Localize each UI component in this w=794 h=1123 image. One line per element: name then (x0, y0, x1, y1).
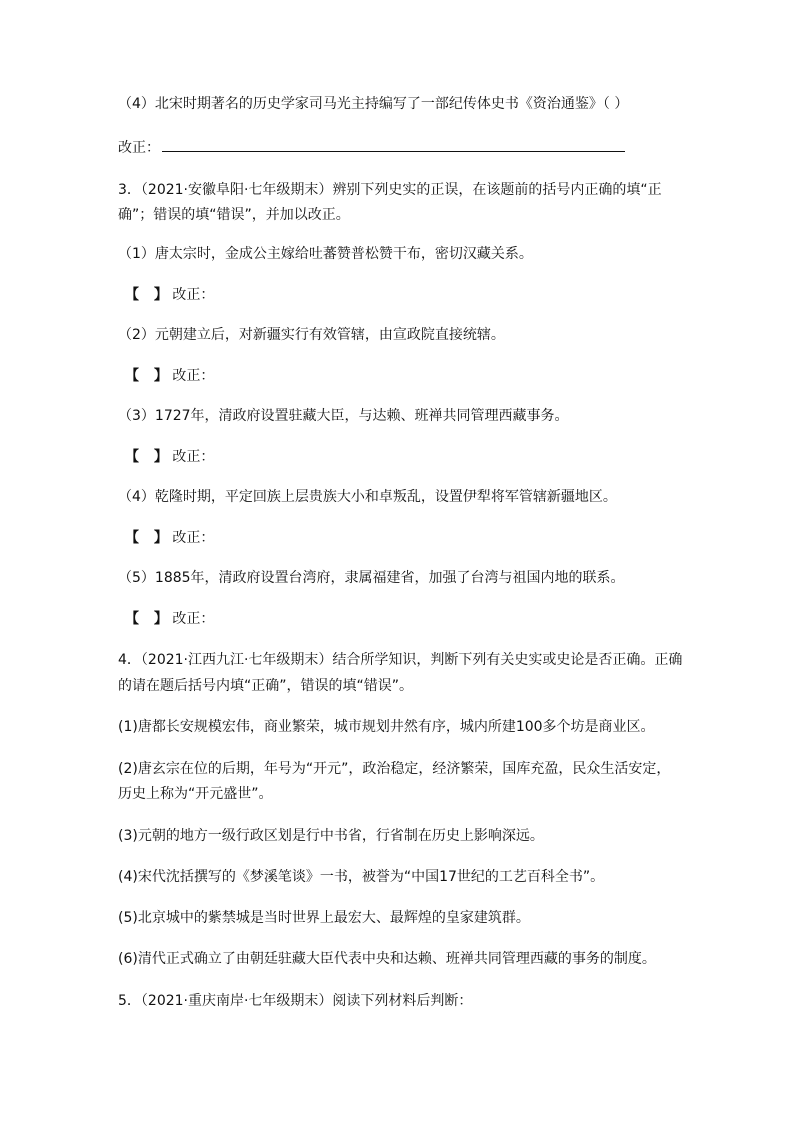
q5-stem: 5．（2021·重庆南岸·七年级期末）阅读下列材料后判断： (118, 993, 473, 1009)
q4-item-4: (4)宋代沈括撰写的《梦溪笔谈》一书，被誉为“中国17世纪的工艺百科全书”。 (118, 869, 605, 885)
q4-item-5: (5)北京城中的紫禁城是当时世界上最宏大、最辉煌的皇家建筑群。 (118, 910, 530, 926)
bracket-open: 【 (125, 449, 139, 465)
q4-item-2: (2)唐玄宗在位的后期，年号为“开元”，政治稳定，经济繁荣，国库充盈，民众生活安定， (118, 761, 671, 777)
q2-item-4: （4）北宋时期著名的历史学家司马光主持编写了一部纪传体史书《资治通鉴》（ ） (118, 96, 629, 112)
answer-label: 改正： (172, 287, 215, 303)
bracket-close: 】 (153, 287, 168, 303)
bracket-close: 】 (153, 530, 168, 546)
bracket-close: 】 (153, 611, 168, 627)
q3-answer-row-4[interactable] (125, 528, 214, 548)
bracket-close: 】 (153, 368, 168, 384)
q3-item-2: （2）元朝建立后，对新疆实行有效管辖，由宣政院直接统辖。 (118, 327, 505, 343)
correction-label: 改正： (118, 140, 160, 156)
q4-item-2-cont: 历史上称为“开元盛世”。 (118, 786, 273, 802)
q4-stem-line-2: 的请在题后括号内填“正确”，错误的填“错误”。 (118, 678, 414, 694)
bracket-close: 】 (153, 449, 168, 465)
q3-answer-row-3[interactable] (125, 447, 214, 467)
answer-label: 改正： (172, 530, 215, 546)
q3-answer-row-1[interactable] (125, 285, 214, 305)
q4-item-1: (1)唐都长安规模宏伟，商业繁荣，城市规划井然有序，城内所建100多个坊是商业区。 (118, 719, 655, 735)
q4-stem-line-1: 4．（2021·江西九江·七年级期末）结合所学知识，判断下列有关史实或史论是否正确。正确 (118, 652, 683, 668)
q4-item-3: (3)元朝的地方一级行政区划是行中书省，行省制在历史上影响深远。 (118, 828, 544, 844)
q4-item-6: (6)清代正式确立了由朝廷驻藏大臣代表中央和达赖、班禅共同管理西藏的事务的制度。 (118, 951, 656, 967)
q3-answer-row-5[interactable] (125, 609, 214, 629)
bracket-open: 【 (125, 611, 139, 627)
q3-item-4: （4）乾隆时期，平定回族上层贵族大小和卓叛乱，设置伊犁将军管辖新疆地区。 (118, 489, 617, 505)
q3-item-3: （3）1727年，清政府设置驻藏大臣，与达赖、班禅共同管理西藏事务。 (118, 408, 569, 424)
answer-label: 改正： (172, 611, 215, 627)
answer-label: 改正： (172, 449, 215, 465)
bracket-open: 【 (125, 368, 139, 384)
q3-stem-line-2: 确”；错误的填“错误”，并加以改正。 (118, 207, 350, 223)
q3-item-1: （1）唐太宗时，金成公主嫁给吐蕃赞普松赞干布，密切汉藏关系。 (118, 246, 533, 262)
q3-answer-row-2[interactable] (125, 366, 214, 386)
answer-label: 改正： (172, 368, 215, 384)
correction-row (118, 137, 625, 158)
correction-answer-line[interactable] (162, 137, 625, 152)
q3-item-5: （5）1885年，清政府设置台湾府，隶属福建省，加强了台湾与祖国内地的联系。 (118, 570, 625, 586)
q3-stem-line-1: 3．（2021·安徽阜阳·七年级期末）辨别下列史实的正误，在该题前的括号内正确的填“正 (118, 182, 662, 198)
bracket-open: 【 (125, 287, 139, 303)
bracket-open: 【 (125, 530, 139, 546)
